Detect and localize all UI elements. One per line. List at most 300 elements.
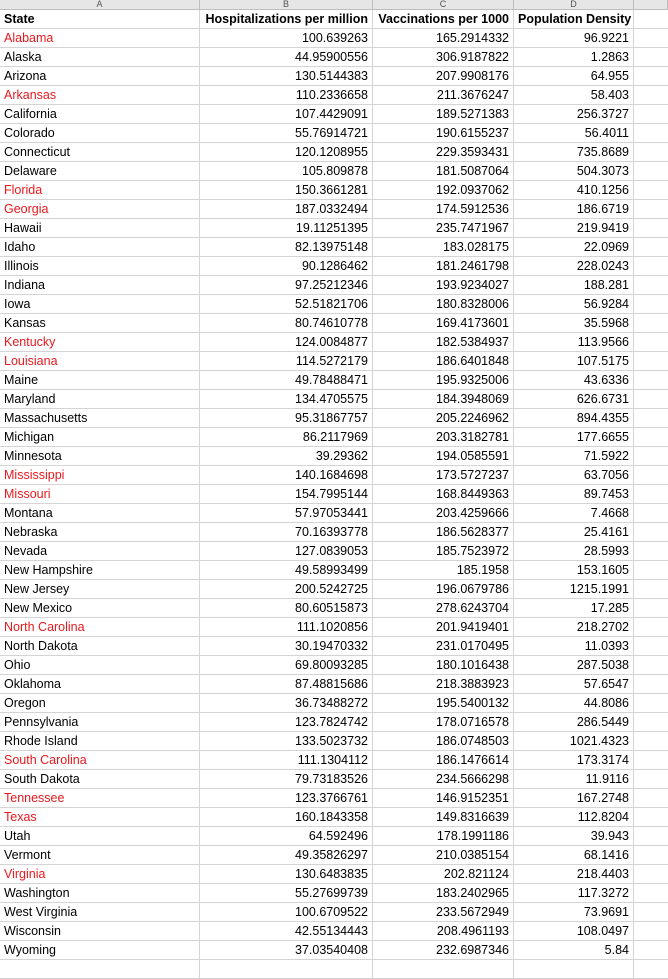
hospitalizations-cell[interactable]: 150.3661281: [200, 181, 373, 200]
vaccinations-cell[interactable]: 190.6155237: [373, 124, 514, 143]
vaccinations-cell[interactable]: 146.9152351: [373, 789, 514, 808]
density-cell[interactable]: 5.84: [514, 941, 634, 960]
vaccinations-cell[interactable]: 174.5912536: [373, 200, 514, 219]
empty-cell[interactable]: [634, 827, 668, 846]
vaccinations-cell[interactable]: 186.6401848: [373, 352, 514, 371]
state-cell[interactable]: Pennsylvania: [0, 713, 200, 732]
table-row: [0, 694, 668, 713]
state-cell[interactable]: North Carolina: [0, 618, 200, 637]
state-cell[interactable]: California: [0, 105, 200, 124]
empty-cell[interactable]: [634, 124, 668, 143]
density-cell[interactable]: 287.5038: [514, 656, 634, 675]
hospitalizations-cell[interactable]: 64.592496: [200, 827, 373, 846]
empty-cell[interactable]: [634, 371, 668, 390]
vaccinations-cell[interactable]: 195.9325006: [373, 371, 514, 390]
state-cell[interactable]: Maine: [0, 371, 200, 390]
vaccinations-cell[interactable]: 173.5727237: [373, 466, 514, 485]
state-cell[interactable]: West Virginia: [0, 903, 200, 922]
state-cell[interactable]: Vermont: [0, 846, 200, 865]
hospitalizations-cell[interactable]: 105.809878: [200, 162, 373, 181]
state-cell[interactable]: Delaware: [0, 162, 200, 181]
state-cell[interactable]: Wisconsin: [0, 922, 200, 941]
density-cell[interactable]: 256.3727: [514, 105, 634, 124]
empty-cell[interactable]: [634, 238, 668, 257]
vaccinations-cell[interactable]: 181.5087064: [373, 162, 514, 181]
empty-cell[interactable]: [634, 732, 668, 751]
vaccinations-cell[interactable]: 186.1476614: [373, 751, 514, 770]
density-cell[interactable]: 735.8689: [514, 143, 634, 162]
hospitalizations-cell[interactable]: 42.55134443: [200, 922, 373, 941]
empty-cell[interactable]: [634, 523, 668, 542]
vaccinations-cell[interactable]: 193.9234027: [373, 276, 514, 295]
empty-cell[interactable]: [634, 694, 668, 713]
empty-cell[interactable]: [634, 181, 668, 200]
vaccinations-cell[interactable]: 278.6243704: [373, 599, 514, 618]
empty-cell[interactable]: [634, 656, 668, 675]
hospitalizations-cell[interactable]: 95.31867757: [200, 409, 373, 428]
density-cell[interactable]: 11.9116: [514, 770, 634, 789]
hospitalizations-cell[interactable]: 44.95900556: [200, 48, 373, 67]
table-row: [0, 580, 668, 599]
density-cell[interactable]: 113.9566: [514, 333, 634, 352]
density-cell[interactable]: 219.9419: [514, 219, 634, 238]
hospitalizations-cell[interactable]: 114.5272179: [200, 352, 373, 371]
table-row: [0, 238, 668, 257]
density-cell[interactable]: 218.4403: [514, 865, 634, 884]
table-row: [0, 770, 668, 789]
vaccinations-cell[interactable]: 178.1991186: [373, 827, 514, 846]
empty-cell[interactable]: [634, 846, 668, 865]
state-cell[interactable]: Minnesota: [0, 447, 200, 466]
density-cell[interactable]: 107.5175: [514, 352, 634, 371]
table-row: [0, 599, 668, 618]
state-cell[interactable]: North Dakota: [0, 637, 200, 656]
column-header-c[interactable]: C: [373, 0, 514, 9]
hospitalizations-cell[interactable]: 124.0084877: [200, 333, 373, 352]
vaccinations-cell[interactable]: 185.1958: [373, 561, 514, 580]
hospitalizations-cell[interactable]: 160.1843358: [200, 808, 373, 827]
density-cell[interactable]: 56.9284: [514, 295, 634, 314]
table-row: [0, 86, 668, 105]
table-row: [0, 409, 668, 428]
table-row: [0, 523, 668, 542]
state-cell[interactable]: Mississippi: [0, 466, 200, 485]
empty-cell[interactable]: [514, 960, 634, 979]
hospitalizations-cell[interactable]: 110.2336658: [200, 86, 373, 105]
vaccinations-cell[interactable]: 218.3883923: [373, 675, 514, 694]
density-cell[interactable]: 504.3073: [514, 162, 634, 181]
empty-row: [0, 960, 668, 979]
empty-cell[interactable]: [634, 333, 668, 352]
empty-cell[interactable]: [634, 751, 668, 770]
table-row: [0, 162, 668, 181]
vaccinations-cell[interactable]: 210.0385154: [373, 846, 514, 865]
vaccinations-cell[interactable]: 234.5666298: [373, 770, 514, 789]
state-cell[interactable]: Virginia: [0, 865, 200, 884]
table-row: [0, 67, 668, 86]
table-row: [0, 865, 668, 884]
density-cell[interactable]: 153.1605: [514, 561, 634, 580]
density-cell[interactable]: 22.0969: [514, 238, 634, 257]
vaccinations-cell[interactable]: 205.2246962: [373, 409, 514, 428]
empty-cell[interactable]: [634, 466, 668, 485]
density-cell[interactable]: 44.8086: [514, 694, 634, 713]
table-row: [0, 941, 668, 960]
table-row: [0, 789, 668, 808]
density-cell[interactable]: 89.7453: [514, 485, 634, 504]
header-cell-hospitalizations[interactable]: Hospitalizations per million: [200, 10, 373, 29]
empty-cell[interactable]: [634, 219, 668, 238]
state-cell[interactable]: Michigan: [0, 428, 200, 447]
state-cell[interactable]: New Hampshire: [0, 561, 200, 580]
density-cell[interactable]: 58.403: [514, 86, 634, 105]
vaccinations-cell[interactable]: 203.4259666: [373, 504, 514, 523]
empty-cell[interactable]: [634, 808, 668, 827]
state-cell[interactable]: Iowa: [0, 295, 200, 314]
header-row: [0, 10, 668, 29]
hospitalizations-cell[interactable]: 37.03540408: [200, 941, 373, 960]
density-cell[interactable]: 117.3272: [514, 884, 634, 903]
density-cell[interactable]: 186.6719: [514, 200, 634, 219]
density-cell[interactable]: 7.4668: [514, 504, 634, 523]
table-row: [0, 675, 668, 694]
hospitalizations-cell[interactable]: 107.4429091: [200, 105, 373, 124]
state-cell[interactable]: Nevada: [0, 542, 200, 561]
hospitalizations-cell[interactable]: 79.73183526: [200, 770, 373, 789]
state-cell[interactable]: Wyoming: [0, 941, 200, 960]
density-cell[interactable]: 96.9221: [514, 29, 634, 48]
header-cell-vaccinations[interactable]: Vaccinations per 1000: [373, 10, 514, 29]
vaccinations-cell[interactable]: 203.3182781: [373, 428, 514, 447]
hospitalizations-cell[interactable]: 49.58993499: [200, 561, 373, 580]
vaccinations-cell[interactable]: 169.4173601: [373, 314, 514, 333]
density-cell[interactable]: 112.8204: [514, 808, 634, 827]
empty-cell[interactable]: [634, 675, 668, 694]
empty-cell[interactable]: [634, 162, 668, 181]
hospitalizations-cell[interactable]: 55.76914721: [200, 124, 373, 143]
vaccinations-cell[interactable]: 189.5271383: [373, 105, 514, 124]
table-row: [0, 29, 668, 48]
table-row: [0, 276, 668, 295]
vaccinations-cell[interactable]: 186.5628377: [373, 523, 514, 542]
table-row: [0, 352, 668, 371]
hospitalizations-cell[interactable]: 70.16393778: [200, 523, 373, 542]
hospitalizations-cell[interactable]: 82.13975148: [200, 238, 373, 257]
table-row: [0, 504, 668, 523]
density-cell[interactable]: 410.1256: [514, 181, 634, 200]
empty-cell[interactable]: [634, 960, 668, 979]
hospitalizations-cell[interactable]: 123.7824742: [200, 713, 373, 732]
data-rows: [0, 29, 668, 960]
empty-cell[interactable]: [634, 143, 668, 162]
empty-cell[interactable]: [634, 504, 668, 523]
hospitalizations-cell[interactable]: 120.1208955: [200, 143, 373, 162]
vaccinations-cell[interactable]: 306.9187822: [373, 48, 514, 67]
empty-cell[interactable]: [634, 352, 668, 371]
empty-cell[interactable]: [634, 770, 668, 789]
empty-cell[interactable]: [634, 903, 668, 922]
vaccinations-cell[interactable]: 184.3948069: [373, 390, 514, 409]
state-cell[interactable]: Nebraska: [0, 523, 200, 542]
density-cell[interactable]: 228.0243: [514, 257, 634, 276]
table-row: [0, 732, 668, 751]
hospitalizations-cell[interactable]: 154.7995144: [200, 485, 373, 504]
empty-cell[interactable]: [634, 276, 668, 295]
hospitalizations-cell[interactable]: 140.1684698: [200, 466, 373, 485]
hospitalizations-cell[interactable]: 111.1020856: [200, 618, 373, 637]
column-header-d[interactable]: D: [514, 0, 634, 9]
empty-cell[interactable]: [200, 960, 373, 979]
table-row: [0, 466, 668, 485]
empty-cell[interactable]: [0, 960, 200, 979]
state-cell[interactable]: Oregon: [0, 694, 200, 713]
empty-cell[interactable]: [634, 10, 668, 29]
vaccinations-cell[interactable]: 185.7523972: [373, 542, 514, 561]
vaccinations-cell[interactable]: 192.0937062: [373, 181, 514, 200]
vaccinations-cell[interactable]: 186.0748503: [373, 732, 514, 751]
state-cell[interactable]: Arizona: [0, 67, 200, 86]
vaccinations-cell[interactable]: 232.6987346: [373, 941, 514, 960]
state-cell[interactable]: Rhode Island: [0, 732, 200, 751]
density-cell[interactable]: 63.7056: [514, 466, 634, 485]
table-row: [0, 48, 668, 67]
empty-cell[interactable]: [634, 86, 668, 105]
state-cell[interactable]: Texas: [0, 808, 200, 827]
hospitalizations-cell[interactable]: 49.78488471: [200, 371, 373, 390]
table-row: [0, 846, 668, 865]
state-cell[interactable]: Indiana: [0, 276, 200, 295]
state-cell[interactable]: Alabama: [0, 29, 200, 48]
density-cell[interactable]: 1.2863: [514, 48, 634, 67]
state-cell[interactable]: Utah: [0, 827, 200, 846]
vaccinations-cell[interactable]: 182.5384937: [373, 333, 514, 352]
density-cell[interactable]: 35.5968: [514, 314, 634, 333]
state-cell[interactable]: New Mexico: [0, 599, 200, 618]
empty-cell[interactable]: [634, 561, 668, 580]
column-header-e[interactable]: [634, 0, 668, 9]
vaccinations-cell[interactable]: 183.2402965: [373, 884, 514, 903]
column-header-a[interactable]: A: [0, 0, 200, 9]
empty-cell[interactable]: [634, 580, 668, 599]
vaccinations-cell[interactable]: 195.5400132: [373, 694, 514, 713]
vaccinations-cell[interactable]: 181.2461798: [373, 257, 514, 276]
state-cell[interactable]: Massachusetts: [0, 409, 200, 428]
density-cell[interactable]: 73.9691: [514, 903, 634, 922]
vaccinations-cell[interactable]: 201.9419401: [373, 618, 514, 637]
vaccinations-cell[interactable]: 211.3676247: [373, 86, 514, 105]
empty-cell[interactable]: [634, 941, 668, 960]
state-cell[interactable]: Oklahoma: [0, 675, 200, 694]
hospitalizations-cell[interactable]: 123.3766761: [200, 789, 373, 808]
empty-cell[interactable]: [634, 29, 668, 48]
header-cell-density[interactable]: Population Density: [514, 10, 634, 29]
header-cell-state[interactable]: State: [0, 10, 200, 29]
state-cell[interactable]: Idaho: [0, 238, 200, 257]
table-row: [0, 542, 668, 561]
state-cell[interactable]: Connecticut: [0, 143, 200, 162]
empty-cell[interactable]: [634, 922, 668, 941]
state-cell[interactable]: Kentucky: [0, 333, 200, 352]
empty-cell[interactable]: [634, 257, 668, 276]
hospitalizations-cell[interactable]: 69.80093285: [200, 656, 373, 675]
hospitalizations-cell[interactable]: 87.48815686: [200, 675, 373, 694]
table-row: [0, 751, 668, 770]
density-cell[interactable]: 64.955: [514, 67, 634, 86]
hospitalizations-cell[interactable]: 100.6709522: [200, 903, 373, 922]
density-cell[interactable]: 11.0393: [514, 637, 634, 656]
hospitalizations-cell[interactable]: 80.74610778: [200, 314, 373, 333]
state-cell[interactable]: Florida: [0, 181, 200, 200]
state-cell[interactable]: Louisiana: [0, 352, 200, 371]
empty-cell[interactable]: [634, 428, 668, 447]
hospitalizations-cell[interactable]: 133.5023732: [200, 732, 373, 751]
table-row: [0, 390, 668, 409]
density-cell[interactable]: 39.943: [514, 827, 634, 846]
empty-cell[interactable]: [634, 200, 668, 219]
table-row: [0, 124, 668, 143]
hospitalizations-cell[interactable]: 130.6483835: [200, 865, 373, 884]
table-row: [0, 333, 668, 352]
empty-cell[interactable]: [634, 105, 668, 124]
column-header-bar: [0, 0, 668, 10]
density-cell[interactable]: 286.5449: [514, 713, 634, 732]
hospitalizations-cell[interactable]: 111.1304112: [200, 751, 373, 770]
state-cell[interactable]: Colorado: [0, 124, 200, 143]
density-cell[interactable]: 218.2702: [514, 618, 634, 637]
empty-cell[interactable]: [634, 485, 668, 504]
state-cell[interactable]: Montana: [0, 504, 200, 523]
empty-cell[interactable]: [373, 960, 514, 979]
vaccinations-cell[interactable]: 178.0716578: [373, 713, 514, 732]
column-header-b[interactable]: B: [200, 0, 373, 9]
state-cell[interactable]: Illinois: [0, 257, 200, 276]
empty-cell[interactable]: [634, 67, 668, 86]
vaccinations-cell[interactable]: 183.028175: [373, 238, 514, 257]
hospitalizations-cell[interactable]: 30.19470332: [200, 637, 373, 656]
empty-cell[interactable]: [634, 713, 668, 732]
state-cell[interactable]: Hawaii: [0, 219, 200, 238]
density-cell[interactable]: 56.4011: [514, 124, 634, 143]
state-cell[interactable]: Ohio: [0, 656, 200, 675]
state-cell[interactable]: Washington: [0, 884, 200, 903]
density-cell[interactable]: 108.0497: [514, 922, 634, 941]
empty-cell[interactable]: [634, 390, 668, 409]
table-row: [0, 257, 668, 276]
density-cell[interactable]: 71.5922: [514, 447, 634, 466]
table-row: [0, 561, 668, 580]
state-cell[interactable]: Georgia: [0, 200, 200, 219]
vaccinations-cell[interactable]: 196.0679786: [373, 580, 514, 599]
vaccinations-cell[interactable]: 229.3593431: [373, 143, 514, 162]
vaccinations-cell[interactable]: 231.0170495: [373, 637, 514, 656]
vaccinations-cell[interactable]: 233.5672949: [373, 903, 514, 922]
hospitalizations-cell[interactable]: 134.4705575: [200, 390, 373, 409]
hospitalizations-cell[interactable]: 80.60515873: [200, 599, 373, 618]
hospitalizations-cell[interactable]: 52.51821706: [200, 295, 373, 314]
table-row: [0, 314, 668, 333]
hospitalizations-cell[interactable]: 200.5242725: [200, 580, 373, 599]
empty-cell[interactable]: [634, 542, 668, 561]
density-cell[interactable]: 173.3174: [514, 751, 634, 770]
empty-cell[interactable]: [634, 447, 668, 466]
empty-cell[interactable]: [634, 599, 668, 618]
table-row: [0, 428, 668, 447]
vaccinations-cell[interactable]: 165.2914332: [373, 29, 514, 48]
vaccinations-cell[interactable]: 194.0585591: [373, 447, 514, 466]
vaccinations-cell[interactable]: 168.8449363: [373, 485, 514, 504]
empty-cell[interactable]: [634, 618, 668, 637]
hospitalizations-cell[interactable]: 39.29362: [200, 447, 373, 466]
density-cell[interactable]: 28.5993: [514, 542, 634, 561]
hospitalizations-cell[interactable]: 49.35826297: [200, 846, 373, 865]
empty-cell[interactable]: [634, 637, 668, 656]
table-row: [0, 485, 668, 504]
table-row: [0, 219, 668, 238]
empty-cell[interactable]: [634, 48, 668, 67]
hospitalizations-cell[interactable]: 36.73488272: [200, 694, 373, 713]
density-cell[interactable]: 1021.4323: [514, 732, 634, 751]
hospitalizations-cell[interactable]: 86.2117969: [200, 428, 373, 447]
empty-cell[interactable]: [634, 884, 668, 903]
density-cell[interactable]: 894.4355: [514, 409, 634, 428]
empty-cell[interactable]: [634, 295, 668, 314]
state-cell[interactable]: Arkansas: [0, 86, 200, 105]
vaccinations-cell[interactable]: 149.8316639: [373, 808, 514, 827]
vaccinations-cell[interactable]: 207.9908176: [373, 67, 514, 86]
state-cell[interactable]: Missouri: [0, 485, 200, 504]
state-cell[interactable]: Kansas: [0, 314, 200, 333]
hospitalizations-cell[interactable]: 57.97053441: [200, 504, 373, 523]
density-cell[interactable]: 167.2748: [514, 789, 634, 808]
density-cell[interactable]: 177.6655: [514, 428, 634, 447]
state-cell[interactable]: Maryland: [0, 390, 200, 409]
table-row: [0, 618, 668, 637]
state-cell[interactable]: New Jersey: [0, 580, 200, 599]
hospitalizations-cell[interactable]: 55.27699739: [200, 884, 373, 903]
hospitalizations-cell[interactable]: 97.25212346: [200, 276, 373, 295]
vaccinations-cell[interactable]: 235.7471967: [373, 219, 514, 238]
vaccinations-cell[interactable]: 180.1016438: [373, 656, 514, 675]
density-cell[interactable]: 68.1416: [514, 846, 634, 865]
state-cell[interactable]: South Carolina: [0, 751, 200, 770]
density-cell[interactable]: 57.6547: [514, 675, 634, 694]
density-cell[interactable]: 188.281: [514, 276, 634, 295]
state-cell[interactable]: Alaska: [0, 48, 200, 67]
vaccinations-cell[interactable]: 202.821124: [373, 865, 514, 884]
density-cell[interactable]: 25.4161: [514, 523, 634, 542]
state-cell[interactable]: Tennessee: [0, 789, 200, 808]
table-row: [0, 295, 668, 314]
empty-cell[interactable]: [634, 314, 668, 333]
empty-cell[interactable]: [634, 409, 668, 428]
vaccinations-cell[interactable]: 180.8328006: [373, 295, 514, 314]
density-cell[interactable]: 17.285: [514, 599, 634, 618]
hospitalizations-cell[interactable]: 187.0332494: [200, 200, 373, 219]
empty-cell[interactable]: [634, 865, 668, 884]
hospitalizations-cell[interactable]: 19.11251395: [200, 219, 373, 238]
hospitalizations-cell[interactable]: 130.5144383: [200, 67, 373, 86]
state-cell[interactable]: South Dakota: [0, 770, 200, 789]
hospitalizations-cell[interactable]: 127.0839053: [200, 542, 373, 561]
hospitalizations-cell[interactable]: 90.1286462: [200, 257, 373, 276]
hospitalizations-cell[interactable]: 100.639263: [200, 29, 373, 48]
empty-cell[interactable]: [634, 789, 668, 808]
density-cell[interactable]: 43.6336: [514, 371, 634, 390]
table-row: [0, 903, 668, 922]
density-cell[interactable]: 626.6731: [514, 390, 634, 409]
density-cell[interactable]: 1215.1991: [514, 580, 634, 599]
vaccinations-cell[interactable]: 208.4961193: [373, 922, 514, 941]
